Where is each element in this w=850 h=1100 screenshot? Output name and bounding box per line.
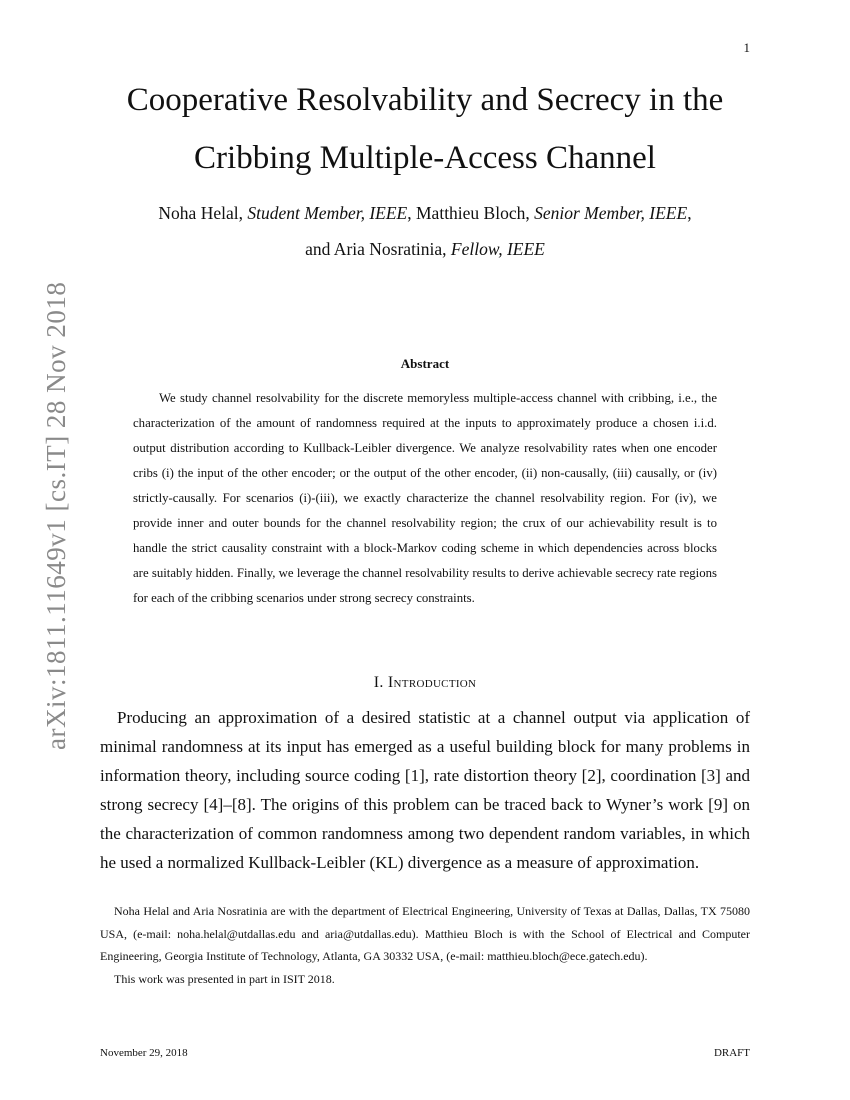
author-line-2 bbox=[60, 241, 790, 259]
paper-title-line-1: Cooperative Resolvability and Secrecy in the bbox=[126, 82, 724, 118]
author-3-role: Fellow, IEEE bbox=[450, 239, 545, 259]
abstract-text: We study channel resolvability for the discrete memoryless multiple-access channel with cribbing, i.e., the characterization of the amount of randomness required at the inputs to approximately produce a chosen i.i.d. output distribution according to Kullback-Leibler divergence. We analyze resolvability rates when one encoder cribs (i) the input of the other encoder; or the output of the other encoder, (ii) non-causally, (iii) causally, or (iv) strictly-causally. For scenarios (i)-(iii), we exactly characterize the channel resolvability region. For (iv), we provide inner and outer bounds for the channel resolvability region; the crux of our achievability result is to handle the strict causality constraint with a block-Markov coding scheme in which dependencies across blocks are suitably hidden. Finally, we leverage the channel resolvability results to derive achievable secrecy rate regions for each of the cribbing scenarios under strong secrecy constraints. bbox=[133, 391, 717, 605]
footnote-affiliations: Noha Helal and Aria Nosratinia are with the department of Electrical Engineering, University of Texas at Dallas, Dallas, TX 75080 USA, (e-mail: noha.helal@utdallas.edu and aria@utdallas.edu). Matthieu Bloch is with the School of Electrical and Computer Engineering, Georgia Institute of Technology, Atlanta, GA 30332 USA, (e-mail: matthieu.bloch@ece.gatech.edu). bbox=[100, 904, 750, 963]
section-number: I. bbox=[373, 674, 388, 691]
author-2-role: Senior Member, IEEE bbox=[534, 203, 688, 223]
introduction-paragraph: Producing an approximation of a desired statistic at a channel output via application of minimal randomness at its input has emerged as a useful building block for many problems in information theory, including source coding [1], rate distortion theory [2], coordination [3] and strong secrecy [4]–[8]. The origins of this problem can be traced back to Wyner’s work [9] on the characterization of common randomness among two dependent random variables, in which he used a normalized Kullback-Leibler (KL) divergence as a measure of approximation. bbox=[100, 708, 750, 872]
section-title: Introduction bbox=[387, 674, 477, 691]
footer-date: November 29, 2018 bbox=[100, 1047, 188, 1059]
author-line-1 bbox=[60, 205, 790, 223]
section-heading bbox=[0, 674, 850, 692]
author-2-name: , Matthieu Bloch, bbox=[407, 203, 535, 223]
author-separator: , bbox=[687, 203, 692, 223]
footnote-presentation: This work was presented in part in ISIT 2018. bbox=[114, 971, 335, 986]
author-1-name: Noha Helal, bbox=[158, 203, 248, 223]
arxiv-identifier: arXiv:1811.11649v1 [cs.IT] 28 Nov 2018 bbox=[41, 281, 71, 750]
page-number: 1 bbox=[743, 40, 750, 55]
author-1-role: Student Member, IEEE bbox=[247, 203, 408, 223]
footnote bbox=[100, 900, 750, 990]
footer-draft-label: DRAFT bbox=[713, 1047, 750, 1059]
abstract-body bbox=[133, 386, 717, 611]
introduction-body bbox=[100, 703, 750, 877]
author-3-name: and Aria Nosratinia, bbox=[305, 239, 451, 259]
abstract-heading: Abstract bbox=[400, 356, 450, 371]
paper-title-line-2: Cribbing Multiple-Access Channel bbox=[194, 140, 656, 176]
